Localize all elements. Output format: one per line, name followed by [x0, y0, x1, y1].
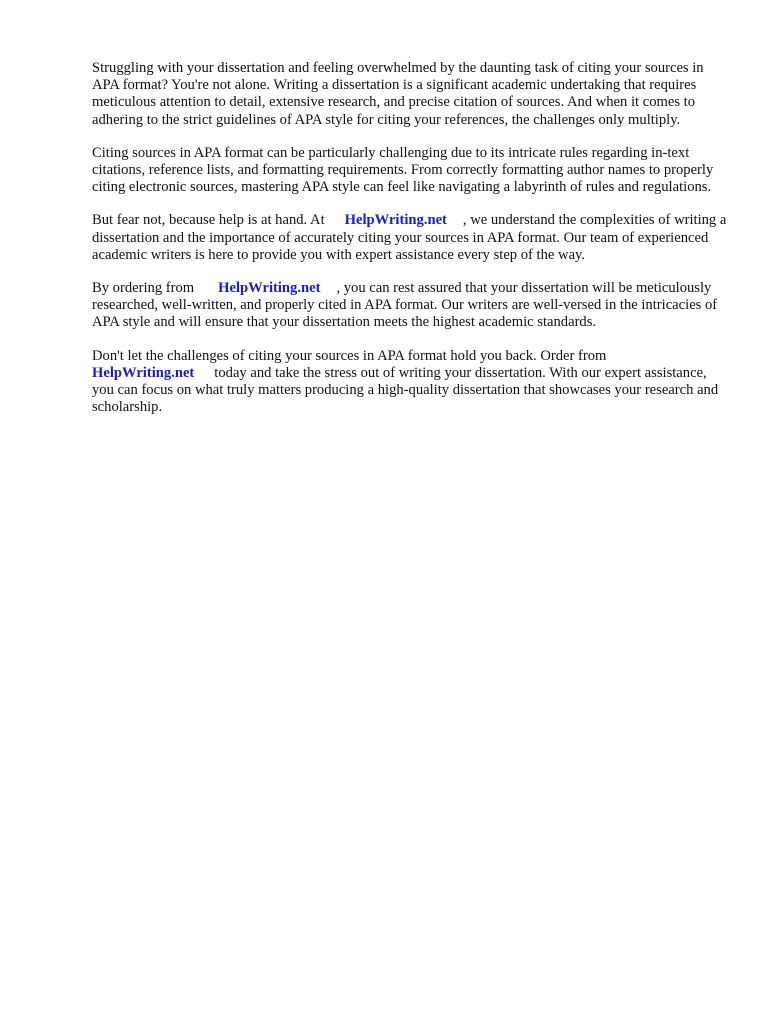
paragraph-ordering — [92, 280, 732, 332]
paragraph-text-after-link: , you can rest assured that your dissertation will be meticulously researched, well-written, and properly cited in APA format. Our writers are well-versed in the intricacies of APA style and will ensure that your dissertation meets the highest academic standards. — [92, 280, 718, 331]
paragraph-challenges — [92, 145, 732, 197]
paragraph-call-to-action — [92, 348, 732, 417]
paragraph-text: Struggling with your dissertation and feeling overwhelmed by the daunting task of citing your sources in APA format? You're not alone. Writing a dissertation is a significant academic undertaking that requires meticulous attention to detail, extensive research, and precise citation of sources. And when it comes to adhering to the strict guidelines of APA style for citing your references, the challenges only multiply. — [92, 60, 704, 128]
paragraph-text-before-link: Don't let the challenges of citing your sources in APA format hold you back. Order from — [92, 347, 607, 364]
paragraph-text-after-link: , we understand the complexities of writing a dissertation and the importance of accurately citing your sources in APA format. Our team of experienced academic writers is here to provide you with expert assistance every step of the way. — [92, 212, 727, 263]
helpwriting-link[interactable]: HelpWriting.net — [92, 364, 195, 381]
helpwriting-link[interactable]: HelpWriting.net — [218, 280, 321, 297]
paragraph-intro — [92, 60, 732, 129]
document-page — [92, 60, 732, 432]
paragraph-help — [92, 212, 732, 264]
paragraph-text-before-link: By ordering from — [92, 280, 195, 297]
paragraph-text-before-link: But fear not, because help is at hand. At — [92, 212, 325, 229]
helpwriting-link[interactable]: HelpWriting.net — [344, 212, 447, 229]
paragraph-text-after-link: today and take the stress out of writing your dissertation. With our expert assistance, you can focus on what truly matters producing a high-quality dissertation that showcases your research and scholarship. — [92, 364, 719, 416]
paragraph-text: Citing sources in APA format can be particularly challenging due to its intricate rules regarding in-text citations, reference lists, and formatting requirements. From correctly formatting author names to properly citing electronic sources, mastering APA style can feel like navigating a labyrinth of rules and regulations. — [92, 144, 714, 196]
